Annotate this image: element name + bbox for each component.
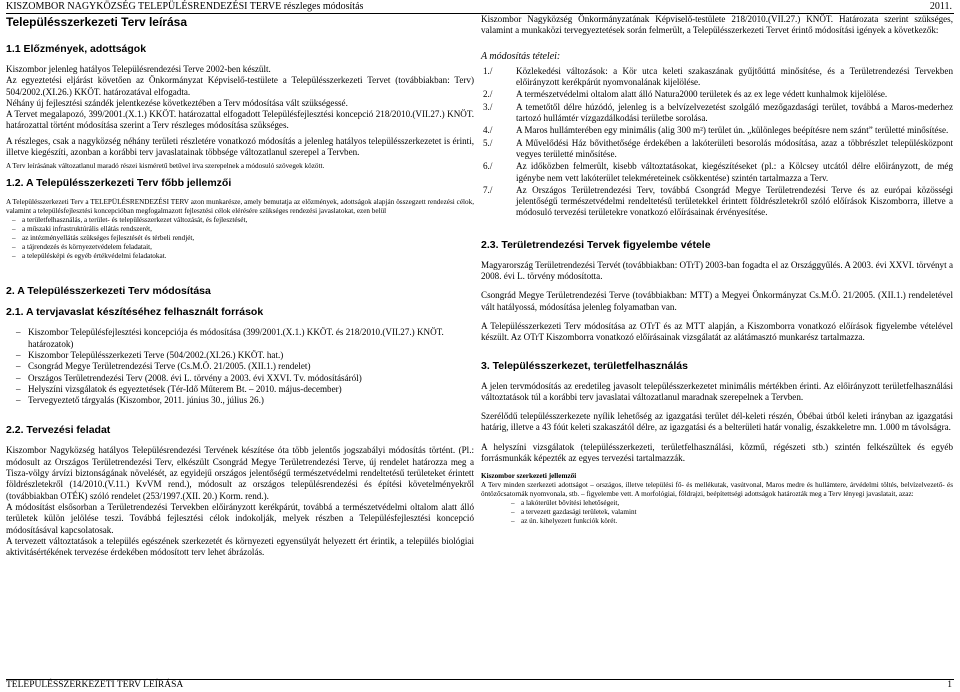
list-item: – a tervezett gazdasági területek, valamint bbox=[481, 508, 953, 517]
paragraph: A tervezett változtatások a település egészének szerkezetét és környezeti egyensúlyát helyezett ért érintik, a település biológiai aktivitásértékének tervezése érdekében módosított terv lehet ábrázolás. bbox=[6, 535, 474, 558]
item-number: 1./ bbox=[483, 65, 493, 76]
list-item: – Helyszíni vizsgálatok és egyeztetések (Tér-Idő Műterem Bt. – 2010. május-december) bbox=[6, 384, 474, 395]
document-title: Településszerkezeti Terv leírása bbox=[6, 15, 187, 29]
list-item bbox=[481, 185, 953, 219]
list-item: – a területfelhasználás, a terület- és településszerkezet változását, és fejlesztését, bbox=[6, 216, 474, 225]
list-item bbox=[481, 66, 953, 89]
paragraph: Kiszombor jelenleg hatályos Településrendezési Terve 2002-ben készült. bbox=[6, 64, 271, 74]
item-text: A természetvédelmi oltalom alatt álló Natura2000 területek és az ex lege védett kunhalmok kijelölése. bbox=[516, 89, 888, 100]
list-item: – a lakóterület bővítési lehetőségeit, bbox=[481, 499, 953, 508]
paragraph: Néhány új fejlesztési szándék jelentkezése következtében a Terv módosítása vált szükségessé. bbox=[6, 97, 348, 108]
list-item bbox=[481, 138, 953, 161]
list-item: – Kiszombor Településfejlesztési koncepciója és módosítása (399/2001.(X.1.) KKÖT. és 218/2010.(VII.27.) KNÖT. határozatok) bbox=[6, 327, 474, 350]
paragraph: Magyarország Területrendezési Tervét (továbbiakban: OTrT) 2003-ban fogadta el az Országgyűlés. A 2003. évi XXVI. törvényt a 2008. évi L. törvény módosította. bbox=[481, 259, 953, 282]
item-text: A temetőtől délre húzódó, jelenleg is a belvízelvezetést szolgáló mezőgazdasági terület, továbbá a Maros-mederhez tartozó hullámtér vízgazdálkodási területbe sorolása. bbox=[516, 101, 953, 124]
section-2-3-heading: 2.3. Területrendezési Tervek figyelembe vétele bbox=[481, 238, 711, 251]
page-number: 1 bbox=[947, 680, 952, 690]
right-column bbox=[481, 14, 953, 526]
list-item: – a tájrendezés és környezetvédelem feladatait, bbox=[6, 243, 474, 252]
item-text: Az időközben felmerült, kisebb változtatásokat, kiegészítéseket (pl.: a Kölcsey utcától délre előirányzott, de még igénybe nem vett lakóterület telekméreteinek csökkentése) szintén tartalmazza a Terv. bbox=[516, 161, 953, 183]
note-small-text: A Terv leírásának változatlanul maradó részei kisméretű betűvel írva szerepelnek a módosuló szövegek között. bbox=[6, 162, 325, 171]
feature-list bbox=[6, 216, 474, 261]
page-header bbox=[6, 1, 954, 13]
section-3-heading: 3. Településszerkezet, területfelhasználás bbox=[481, 359, 688, 372]
list-item: – a műszaki infrastruktúrális ellátás rendszerét, bbox=[6, 225, 474, 234]
header-year: 2011. bbox=[929, 1, 952, 12]
item-number: 3./ bbox=[483, 101, 493, 112]
list-item: – Kiszombor Településszerkezeti Terve (504/2002.(XI.26.) KKÖT. hat.) bbox=[6, 350, 474, 361]
modification-heading: A módosítás tételei: bbox=[481, 50, 561, 62]
header-title: KISZOMBOR NAGYKÖZSÉG TELEPÜLÉSRENDEZÉSI TERVE részleges módosítás bbox=[6, 1, 364, 12]
item-number: 4./ bbox=[483, 125, 493, 136]
paragraph: A helyszíni vizsgálatok (településszerkezeti, területfelhasználási, közmű, régészeti stb.) szintén felkészültek és egyéb forrásmunkák képezték az egyes tervezési tartalmazzák. bbox=[481, 441, 953, 464]
list-item: – Csongrád Megye Területrendezési Terve (Cs.M.Ö. 21/2005. (XII.1.) rendelet) bbox=[6, 361, 474, 372]
list-item: – a településképi és egyéb értékvédelmi feladatokat. bbox=[6, 252, 474, 261]
paragraph: A jelen tervmódosítás az eredetileg javasolt településszerkezetet minimális mértékben érinti. Az előirányzott területfelhasználási változtatások túl a korábbi terv javaslatai változatlanul maradnak szerepelnek a Tervben. bbox=[481, 380, 953, 402]
paragraph: Szerélődű településszerkezete nyílik lehetőség az igazgatási terület dél-keleti részén, Óbébai útból keleti irányban az igazgatási határig, illetve a 43 fóút keleti szakaszától délre, az igazgatási és a belterületi határ vonalig, északkeletre mn. 1.000 m távolságra. bbox=[481, 411, 953, 433]
paragraph: A módosítást elsősorban a Területrendezési Tervekben előirányzott kerékpárút, továbbá a természetvédelmi oltalom alatt álló területek külön jelölése teszi. Továbbá fejlesztési célok indokolják, melyek részben a Településfejlesztési koncepció módosításával kapcsolatosak. bbox=[6, 501, 474, 535]
section-1-2-heading: 1.2. A Településszerkezeti Terv főbb jellemzői bbox=[6, 177, 232, 190]
section-1-1-heading: 1.1 Előzmények, adottságok bbox=[6, 43, 147, 55]
item-text: A Maros hullámterében egy minimális (alig 300 m²) terület ún. „különleges beépítésre nem szánt” területté minősítése. bbox=[516, 125, 949, 136]
paragraph: Kiszombor Nagyközség Önkormányzatának Képviselő-testülete 218/2010.(VII.27.) KNÖT. Határozata szerint szükséges, valamint a munkaközi tervegyeztetések során felmerült, a Településszerkezeti Tervet érintő módosítási igények a következők: bbox=[481, 14, 953, 36]
section-2-1-heading: 2.1. A tervjavaslat készítéséhez felhasznált források bbox=[6, 306, 264, 319]
paragraph: A Településszerkezeti Terv módosítása az OTrT és az MTT alapján, a Kiszomborra vonatkozó előírások figyelembe vételével készült. Az OTrT Kiszomborra vonatkozó előírásainak vizsgálatát az alátámasztó munkarész tartalmazza. bbox=[481, 320, 953, 343]
paragraph: A Tervet megalapozó, 399/2001.(X.1.) KKÖT. határozattal elfogadott Településfejlesztési koncepció 218/2010.(VII.27.) KNÖT. határozattal történt módosítása szerint a Terv részleges módosítása szükséges. bbox=[6, 109, 474, 131]
list-item: – az ún. kihelyezett funkciók körét. bbox=[481, 517, 953, 526]
item-text: A Művelődési Ház bővithetősége érdekében a lakóterületi besorolás módosítása, azaz a többrészlet településközpont vegyes területté minősítése. bbox=[516, 137, 953, 159]
list-item bbox=[481, 125, 953, 136]
item-text: Az Országos Területrendezési Terv, továbbá Csongrád Megye Területrendezési Terve és az európai közösségi jelentőségű természetvédelmi rendeltetésű területekkel érintett földrészletekről szóló előírások Kiszomborra, illetve a módosuló tervezési területekre vonatkozó előírásainak érvényesítése. bbox=[516, 184, 953, 218]
section-2-2-heading: 2.2. Tervezési feladat bbox=[6, 424, 111, 437]
sources-list bbox=[6, 327, 474, 406]
list-item bbox=[481, 102, 953, 125]
paragraph: Csongrád Megye Területrendezési Terve (továbbiakban: MTT) a Megyei Önkormányzat Cs.M.Ö. 21/2005. (XII.1.) rendeletével vált hatályossá, módosítása jelenleg folyamatban van. bbox=[481, 290, 953, 312]
item-number: 5./ bbox=[483, 137, 493, 148]
list-item: – Tervegyeztető tárgyalás (Kiszombor, 2011. június 30., július 26.) bbox=[6, 395, 474, 406]
page-footer bbox=[6, 679, 954, 691]
subsection-heading: Kiszombor szerkezeti jellemzői bbox=[481, 472, 577, 481]
item-number: 7./ bbox=[483, 184, 493, 195]
paragraph: A Településszerkezeti Terv a TELEPÜLÉSRENDEZÉSI TERV azon munkarésze, amely bemutatja az előzmények, adottságok alapján összegzett rendezési célok, valamint a településfejlesztési koncepcióban megfogalmazott fejlesztési célok elérésére szükséges rendezési javaslatokat, ezen belül bbox=[6, 198, 474, 216]
paragraph: Kiszombor Nagyközség hatályos Településrendezési Tervének készítése óta több jelentős jogszabályi módosítás történt. (Pl.: módosult az Országos Területrendezési Terv, elkészült Csongrád Megye Területrendezési Terve, új rendelet határozza meg a Tisza-völgy árvízi biztonságának növelését, az egyidejű országos jelentőségű természetvédelmi rendeltetésű területeket érintett földrészletekről (14/2010.(V.11.) KvVM rend.), módosult az országos településrendezési és építési követelményekről (továbbiakban OTÉK) szóló rendelet (253/1997.(XII. 20.) Korm. rend.). bbox=[6, 445, 474, 501]
item-text: Közlekedési változások: a Kör utca keleti szakaszának gyűjtőúttá minősítése, és a Területrendezési Tervekben előirányzott kerékpárút nyomvonalának kijelölése. bbox=[516, 65, 953, 88]
left-column bbox=[6, 14, 474, 562]
modification-list bbox=[481, 66, 953, 219]
paragraph: A részleges, csak a nagyközség néhány területi részletére vonatkozó módosítás a jelenleg hatályos településszerkezetet is érinti, illetve kiegészíti, azonban a korábbi terv javaslatainak többsége változatlanul szerepel a Tervben. bbox=[6, 135, 474, 158]
item-number: 6./ bbox=[483, 161, 493, 172]
list-item: – az intézményellátás szükséges fejlesztését és térbeli rendjét, bbox=[6, 234, 474, 243]
list-item: – Országos Területrendezési Terv (2008. évi L. törvény a 2003. évi XXVI. Tv. módosításáról) bbox=[6, 373, 474, 384]
list-item bbox=[481, 89, 953, 100]
item-number: 2./ bbox=[483, 89, 493, 100]
list-item bbox=[481, 161, 953, 184]
paragraph: Az egyeztetési eljárást követően az Önkormányzat Képviselő-testülete a Településszerkezeti Tervet (továbbiakban: Terv) 504/2002.(XI.26.) KKÖT. határozatával elfogadta. bbox=[6, 75, 474, 97]
footer-title: TELEPÜLÉSSZERKEZETI TERV LEÍRÁSA bbox=[6, 680, 184, 690]
paragraph: A Terv minden szerkezeti adottságot – országos, illetve települési fő- és mellékutak, vasútvonal, Maros medre és hullámtere, árvédelmi töltés, belvízelvezető- és öntözőcsatornák nyomvonala, stb. – figyelembe vett. A morfológiai, földrajzi, beépítettségi adottságok határozták meg a Terv lényegi javaslatait, azaz: bbox=[481, 481, 953, 499]
section-2-heading: 2. A Településszerkezeti Terv módosítása bbox=[6, 285, 211, 298]
features-list bbox=[481, 499, 953, 526]
